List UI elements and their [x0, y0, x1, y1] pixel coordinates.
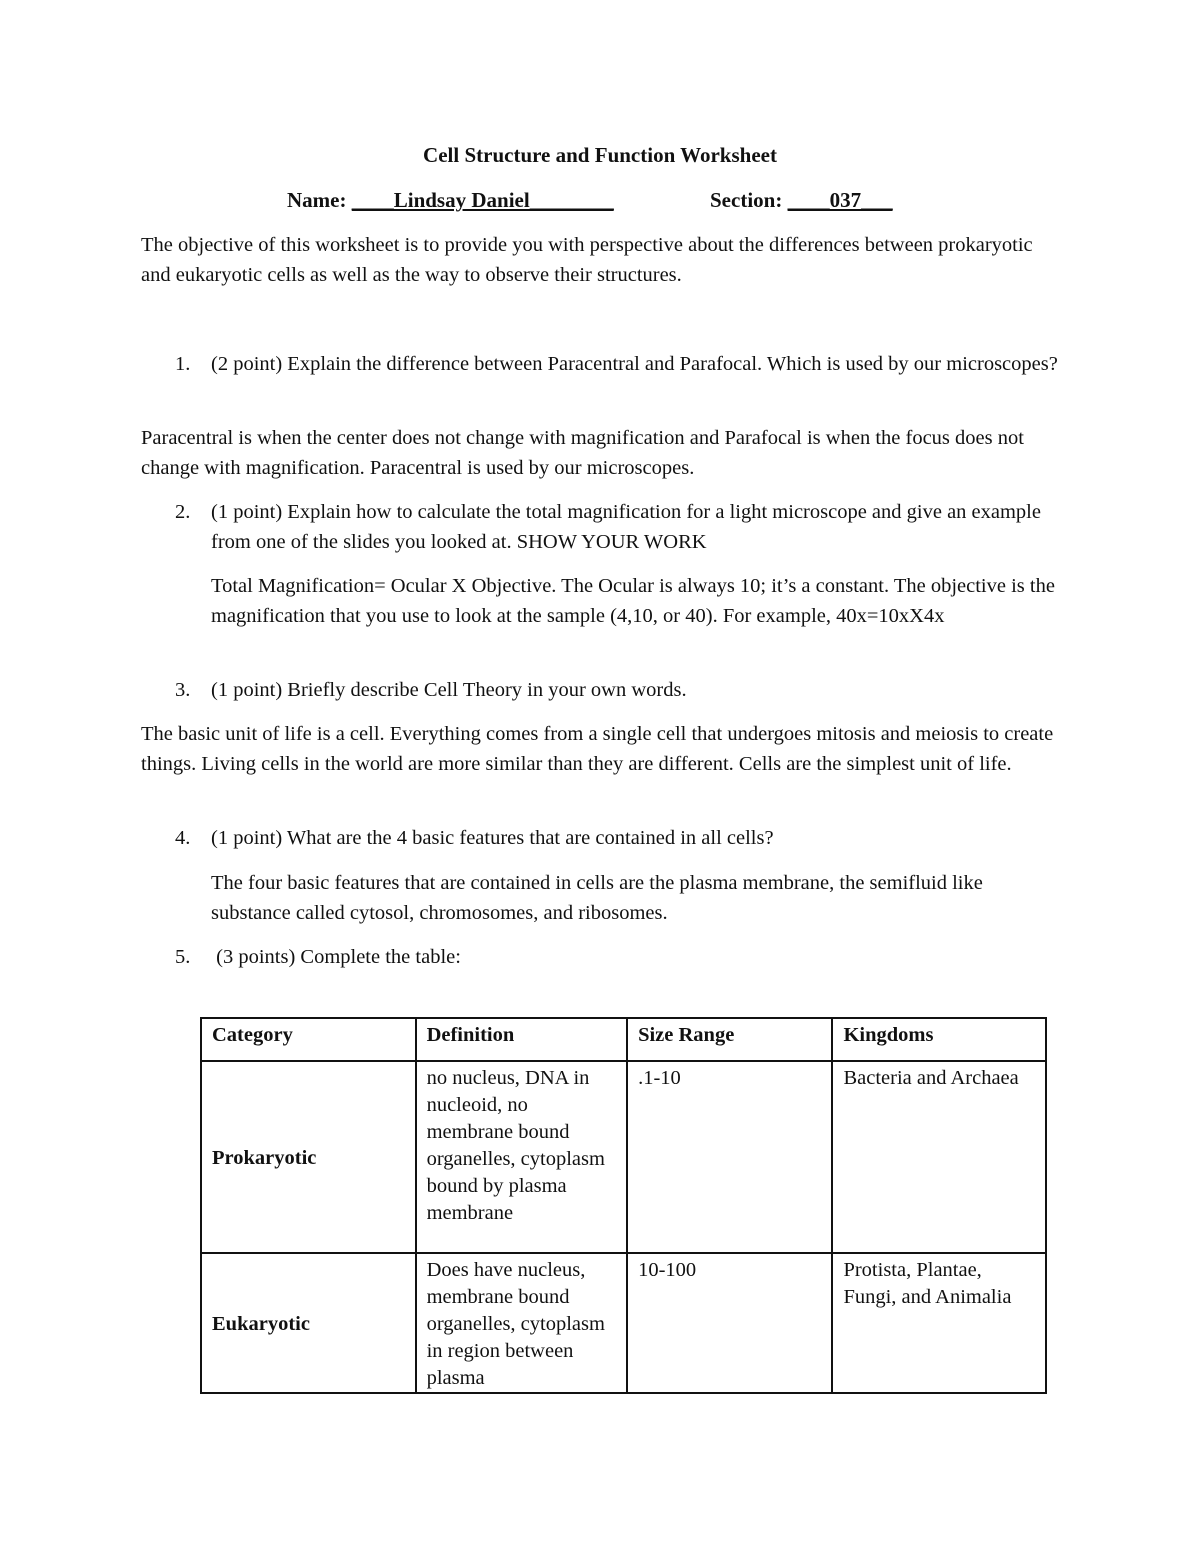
name-value: ____Lindsay Daniel________	[351, 188, 614, 212]
question-1-number: 1.	[175, 353, 191, 375]
question-2-number: 2.	[175, 501, 191, 523]
header-definition: Definition	[416, 1018, 628, 1061]
header-kingdoms: Kingdoms	[832, 1018, 1046, 1061]
question-4	[175, 824, 1065, 854]
cell-category: Eukaryotic	[201, 1253, 416, 1393]
question-3-number: 3.	[175, 679, 191, 701]
objective-text: The objective of this worksheet is to provide you with perspective about the differences between prokaryotic and eukaryotic cells as well as the way to observe their structures.	[141, 234, 1033, 286]
cell-definition: no nucleus, DNA in nucleoid, no membrane bound organelles, cytoplasm bound by plasma membrane	[416, 1061, 628, 1253]
question-5-text: (3 points) Complete the table:	[211, 946, 461, 968]
answer-2: Total Magnification= Ocular X Objective. The Ocular is always 10; it’s a constant. The objective is the magnification that you use to look at the sample (4,10, or 40). For example, 40x=10xX4x	[211, 575, 1055, 627]
cell-definition: Does have nucleus, membrane bound organelles, cytoplasm in region between plasma	[416, 1253, 628, 1393]
question-2	[175, 498, 1065, 553]
cell-kingdoms: Protista, Plantae, Fungi, and Animalia	[832, 1253, 1046, 1393]
page-title: Cell Structure and Function Worksheet	[423, 143, 777, 167]
question-5-number: 5.	[175, 946, 191, 968]
question-2-text: (1 point) Explain how to calculate the total magnification for a light microscope and give an example from one of the slides you looked at. SHOW YOUR WORK	[211, 501, 1041, 553]
question-4-text: (1 point) What are the 4 basic features that are contained in all cells?	[211, 827, 774, 849]
section-line	[710, 186, 893, 216]
table-row	[201, 1061, 1046, 1253]
question-4-number: 4.	[175, 827, 191, 849]
cell-size-range: 10-100	[627, 1253, 832, 1393]
question-1	[175, 350, 1065, 380]
cell-size-range: .1-10	[627, 1061, 832, 1253]
answer-1: Paracentral is when the center does not change with magnification and Parafocal is when the focus does not change with magnification. Paracentral is used by our microscopes.	[141, 427, 1024, 479]
question-5	[175, 943, 1065, 973]
answer-3: The basic unit of life is a cell. Everything comes from a single cell that undergoes mitosis and meiosis to create things. Living cells in the world are more similar than they are different. Cells are the simplest unit of life.	[141, 723, 1054, 775]
section-label: Section:	[710, 188, 783, 212]
name-line	[287, 186, 614, 216]
cell-category: Prokaryotic	[201, 1061, 416, 1253]
header-category: Category	[201, 1018, 416, 1061]
header-size-range: Size Range	[627, 1018, 832, 1061]
name-label: Name:	[287, 188, 347, 212]
table-row	[201, 1253, 1046, 1393]
answer-4: The four basic features that are contained in cells are the plasma membrane, the semifluid like substance called cytosol, chromosomes, and ribosomes.	[211, 872, 983, 924]
cell-kingdoms: Bacteria and Archaea	[832, 1061, 1046, 1253]
question-3	[175, 676, 1065, 706]
cell-comparison-table	[200, 1017, 1047, 1394]
question-3-text: (1 point) Briefly describe Cell Theory in your own words.	[211, 679, 687, 701]
section-value: ____037___	[787, 188, 893, 212]
question-1-text: (2 point) Explain the difference between Paracentral and Parafocal. Which is used by our microscopes?	[211, 353, 1058, 375]
table-header-row	[201, 1018, 1046, 1061]
